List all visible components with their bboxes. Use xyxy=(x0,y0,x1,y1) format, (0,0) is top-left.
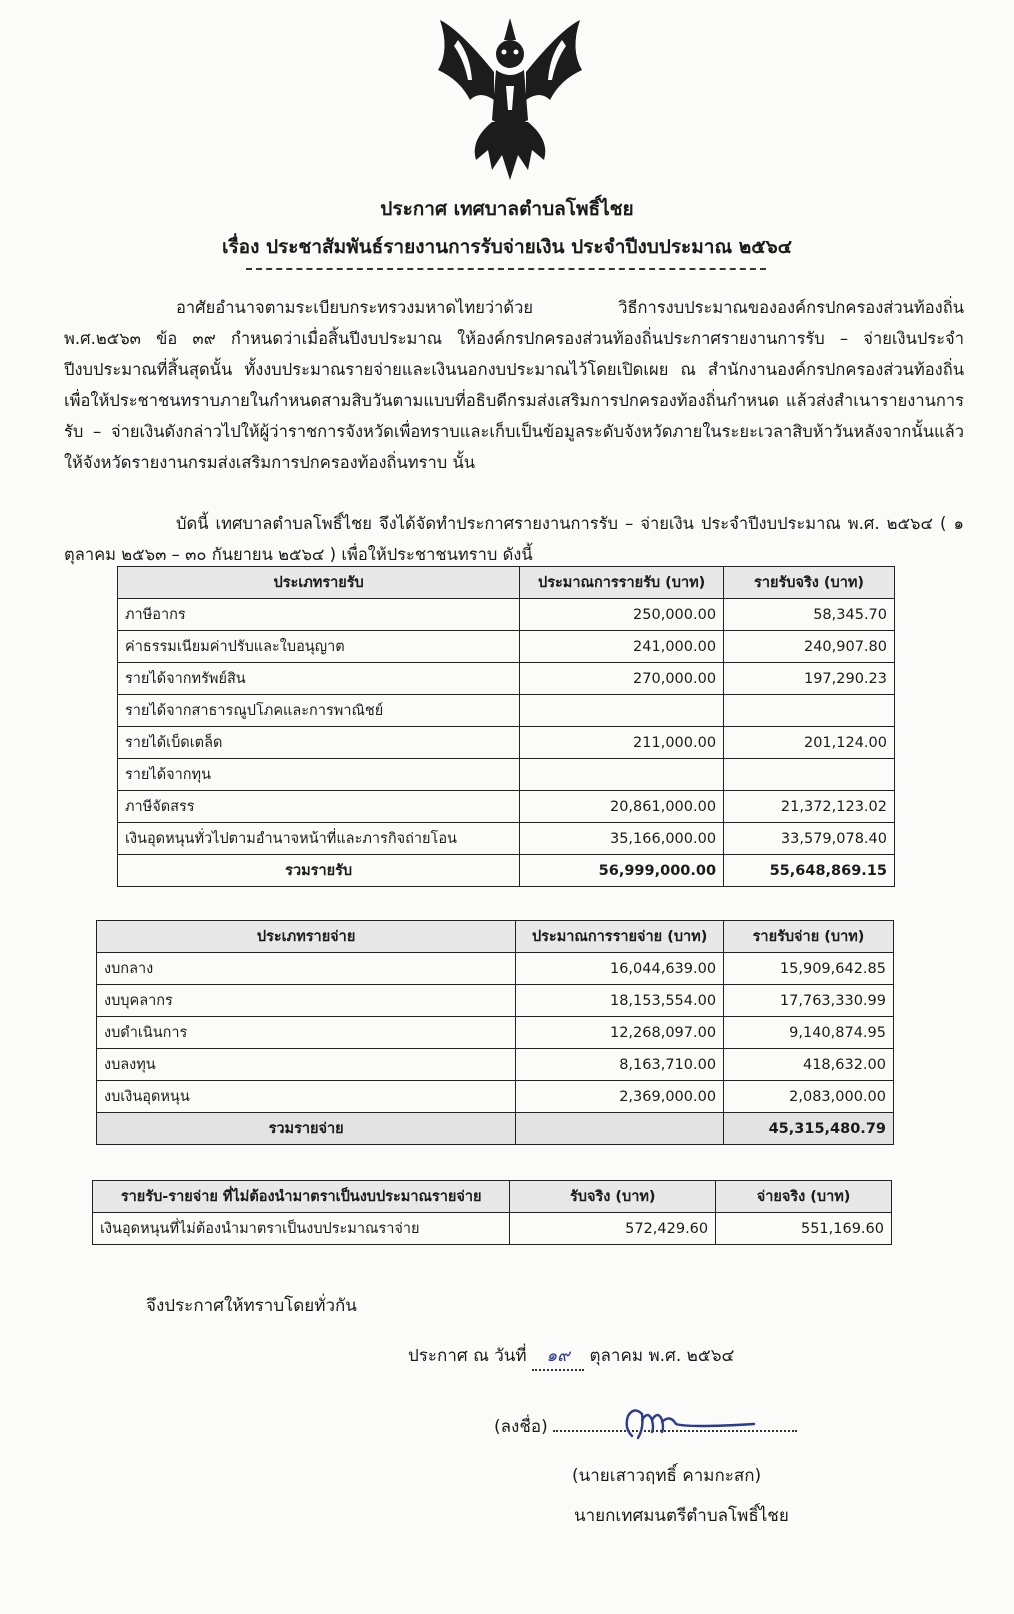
expense-category: งบกลาง xyxy=(97,953,516,985)
income-estimate: 211,000.00 xyxy=(520,727,724,759)
expense-actual: 2,083,000.00 xyxy=(724,1081,894,1113)
income-estimate xyxy=(520,695,724,727)
table-row xyxy=(118,599,895,631)
income-category: รายได้จากสาธารณูปโภคและการพาณิชย์ xyxy=(118,695,520,727)
column-header: รับจริง (บาท) xyxy=(510,1181,716,1213)
income-estimate: 20,861,000.00 xyxy=(520,791,724,823)
table-total-row xyxy=(97,1113,894,1145)
income-actual: 201,124.00 xyxy=(724,727,895,759)
announcement-title: ประกาศ เทศบาลตำบลโพธิ์ไชย xyxy=(380,198,634,220)
expense-actual: 9,140,874.95 xyxy=(724,1017,894,1049)
date-prefix: ประกาศ ณ วันที่ xyxy=(408,1346,527,1366)
table-row xyxy=(118,759,895,791)
expense-estimate: 18,153,554.00 xyxy=(516,985,724,1017)
table-row xyxy=(97,953,894,985)
garuda-emblem-icon xyxy=(430,10,590,185)
sign-label: (ลงชื่อ) xyxy=(494,1417,548,1437)
income-category: ค่าธรรมเนียมค่าปรับและใบอนุญาต xyxy=(118,631,520,663)
column-header: ประมาณการรายจ่าย (บาท) xyxy=(516,921,724,953)
column-header: รายรับจ่าย (บาท) xyxy=(724,921,894,953)
income-total-estimate: 56,999,000.00 xyxy=(520,855,724,887)
announcement-date xyxy=(408,1342,734,1371)
table-row xyxy=(97,1017,894,1049)
table-row xyxy=(118,631,895,663)
table-row xyxy=(97,1081,894,1113)
income-actual: 21,372,123.02 xyxy=(724,791,895,823)
paragraph-legal-basis: อาศัยอำนาจตามระเบียบกระทรวงมหาดไทยว่าด้วย วิธีการงบประมาณขององค์กรปกครองส่วนท้องถิ่น พ.ศ.๒๕๖๓ ข้อ ๓๙ กำหนดว่าเมื่อสิ้นปีงบประมาณ ให้องค์กรปกครองส่วนท้องถิ่นประกาศรายงานการรับ – จ่ายเงินประจำปีงบประมาณที่สิ้นสุดนั้น ทั้งงบประมาณรายจ่ายและเงินนอกงบประมาณไว้โดยเปิดเผย ณ สำนักงานองค์กรปกครองส่วนท้องถิ่น เพื่อให้ประชาชนทราบภายในกำหนดสามสิบวันตามแบบที่อธิบดีกรมส่งเสริมการปกครองท้องถิ่นกำหนด แล้วส่งสำเนารายงานการรับ – จ่ายเงินดังกล่าวไปให้ผู้ว่าราชการจังหวัดเพื่อทราบและเก็บเป็นข้อมูลระดับจังหวัดภายในระยะเวลาสิบห้าวันหลังจากนั้นแล้วให้จังหวัดรายงานกรมส่งเสริมการปกครองท้องถิ่นทราบ นั้น xyxy=(64,298,964,472)
handwritten-signature xyxy=(618,1398,758,1446)
non-budget-paid: 551,169.60 xyxy=(716,1213,892,1245)
income-actual: 33,579,078.40 xyxy=(724,823,895,855)
income-estimate: 241,000.00 xyxy=(520,631,724,663)
income-actual xyxy=(724,759,895,791)
announcement-subject: เรื่อง ประชาสัมพันธ์รายงานการรับจ่ายเงิน ประจำปีงบประมาณ ๒๕๖๔ xyxy=(221,236,793,258)
table-row xyxy=(118,663,895,695)
expense-estimate: 16,044,639.00 xyxy=(516,953,724,985)
column-header: ประเภทรายรับ xyxy=(118,567,520,599)
table-total-row xyxy=(118,855,895,887)
date-suffix: ตุลาคม พ.ศ. ๒๕๖๔ xyxy=(589,1346,735,1366)
expense-category: งบบุคลากร xyxy=(97,985,516,1017)
income-estimate: 270,000.00 xyxy=(520,663,724,695)
income-category: ภาษีอากร xyxy=(118,599,520,631)
expense-actual: 17,763,330.99 xyxy=(724,985,894,1017)
expense-estimate: 8,163,710.00 xyxy=(516,1049,724,1081)
column-header: รายรับ-รายจ่าย ที่ไม่ต้องนำมาตราเป็นงบประมาณรายจ่าย xyxy=(93,1181,510,1213)
expense-total-actual: 45,315,480.79 xyxy=(724,1113,894,1145)
income-actual: 197,290.23 xyxy=(724,663,895,695)
non-budget-table xyxy=(92,1180,892,1245)
income-actual: 240,907.80 xyxy=(724,631,895,663)
income-actual: 58,345.70 xyxy=(724,599,895,631)
title-divider xyxy=(246,268,766,270)
expense-category: งบลงทุน xyxy=(97,1049,516,1081)
table-row xyxy=(97,985,894,1017)
signer-name: (นายเสาวฤทธิ์ คามกะสก) xyxy=(572,1466,762,1486)
income-estimate: 35,166,000.00 xyxy=(520,823,724,855)
income-total-label: รวมรายรับ xyxy=(118,855,520,887)
income-category: รายได้เบ็ดเตล็ด xyxy=(118,727,520,759)
table-header-row xyxy=(97,921,894,953)
expense-category: งบเงินอุดหนุน xyxy=(97,1081,516,1113)
column-header: ประมาณการรายรับ (บาท) xyxy=(520,567,724,599)
table-row xyxy=(118,823,895,855)
expense-actual: 418,632.00 xyxy=(724,1049,894,1081)
income-category: รายได้จากทรัพย์สิน xyxy=(118,663,520,695)
table-row xyxy=(118,727,895,759)
non-budget-received: 572,429.60 xyxy=(510,1213,716,1245)
table-header-row xyxy=(118,567,895,599)
expense-table xyxy=(96,920,894,1145)
signer-position: นายกเทศมนตรีตำบลโพธิ์ไชย xyxy=(574,1506,789,1526)
income-estimate: 250,000.00 xyxy=(520,599,724,631)
date-day: ๑๙ xyxy=(532,1342,584,1371)
table-row xyxy=(97,1049,894,1081)
table-row xyxy=(118,695,895,727)
income-category: รายได้จากทุน xyxy=(118,759,520,791)
expense-estimate: 12,268,097.00 xyxy=(516,1017,724,1049)
paragraph-statement: บัดนี้ เทศบาลตำบลโพธิ์ไชย จึงได้จัดทำประกาศรายงานการรับ – จ่ายเงิน ประจำปีงบประมาณ พ.ศ. ๒๕๖๔ ( ๑ ตุลาคม ๒๕๖๓ – ๓๐ กันยายน ๒๕๖๔ ) เพื่อให้ประชาชนทราบ ดังนี้ xyxy=(64,514,964,564)
table-header-row xyxy=(93,1181,892,1213)
column-header: รายรับจริง (บาท) xyxy=(724,567,895,599)
non-budget-category: เงินอุดหนุนที่ไม่ต้องนำมาตราเป็นงบประมาณราจ่าย xyxy=(93,1213,510,1245)
income-total-actual: 55,648,869.15 xyxy=(724,855,895,887)
income-estimate xyxy=(520,759,724,791)
expense-estimate: 2,369,000.00 xyxy=(516,1081,724,1113)
income-table xyxy=(117,566,895,887)
expense-total-label: รวมรายจ่าย xyxy=(97,1113,516,1145)
income-category: ภาษีจัดสรร xyxy=(118,791,520,823)
expense-actual: 15,909,642.85 xyxy=(724,953,894,985)
expense-category: งบดำเนินการ xyxy=(97,1017,516,1049)
closing-announcement: จึงประกาศให้ทราบโดยทั่วกัน xyxy=(146,1296,357,1316)
column-header: จ่ายจริง (บาท) xyxy=(716,1181,892,1213)
table-row xyxy=(93,1213,892,1245)
column-header: ประเภทรายจ่าย xyxy=(97,921,516,953)
expense-total-estimate xyxy=(516,1113,724,1145)
income-category: เงินอุดหนุนทั่วไปตามอำนาจหน้าที่และภารกิจถ่ายโอน xyxy=(118,823,520,855)
income-actual xyxy=(724,695,895,727)
table-row xyxy=(118,791,895,823)
